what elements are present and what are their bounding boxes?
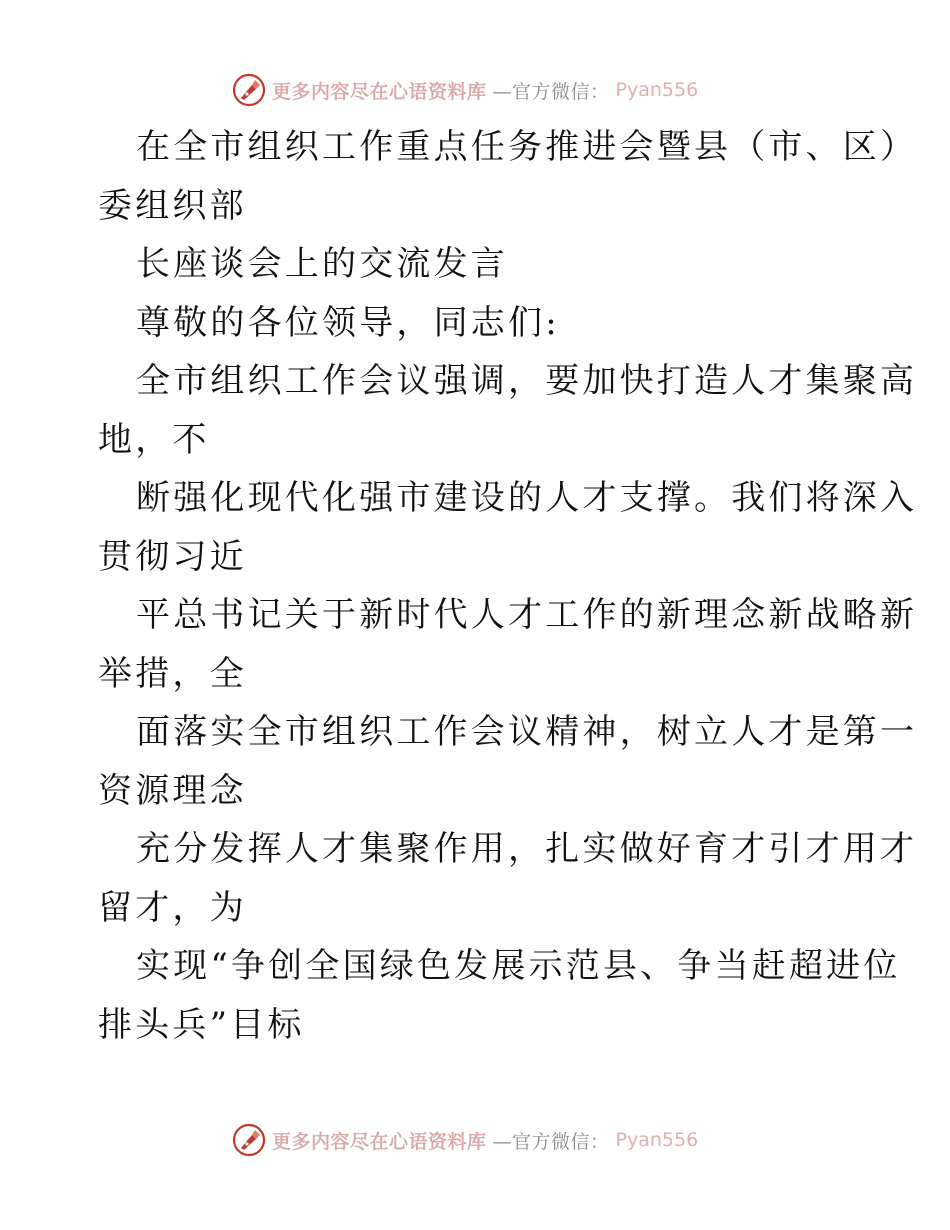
text-line: 在全市组织工作重点任务推进会暨县（市、区） — [136, 127, 918, 167]
text-line: 全市组织工作会议强调，要加快打造人才集聚高 — [136, 361, 918, 401]
text-line: 留才，为 — [98, 887, 247, 928]
banner-slogan: 更多内容尽在心语资料库 — [272, 80, 487, 103]
text-line: 资源理念 — [98, 770, 247, 811]
pen-nib-logo-icon — [232, 73, 266, 107]
text-line: 实现“争创全国绿色发展示范县、争当赶超进位 — [136, 946, 901, 986]
document-body — [98, 118, 918, 1054]
text-line: 委组织部 — [98, 185, 247, 226]
footer-banner — [232, 1120, 752, 1160]
pen-nib-logo-icon — [232, 1123, 266, 1157]
text-line: 断强化现代化强市建设的人才支撑。我们将深入 — [136, 478, 918, 518]
banner-separator: —官方微信： — [492, 1130, 610, 1153]
banner-wechat-account: Pyan556 — [615, 79, 699, 101]
banner-slogan: 更多内容尽在心语资料库 — [272, 1130, 487, 1153]
text-line: 地，不 — [98, 419, 210, 460]
banner-separator: —官方微信： — [492, 80, 610, 103]
text-line: 排头兵”目标 — [98, 1004, 305, 1045]
text-line: 长座谈会上的交流发言 — [136, 244, 508, 284]
text-line: 充分发挥人才集聚作用，扎实做好育才引才用才 — [136, 829, 918, 869]
header-banner — [232, 70, 752, 110]
banner-wechat-account: Pyan556 — [615, 1129, 699, 1151]
text-line: 面落实全市组织工作会议精神，树立人才是第一 — [136, 712, 918, 752]
text-line: 平总书记关于新时代人才工作的新理念新战略新 — [136, 595, 918, 635]
text-line: 举措，全 — [98, 653, 247, 694]
text-line: 贯彻习近 — [98, 536, 247, 577]
text-line: 尊敬的各位领导，同志们: — [136, 302, 560, 343]
